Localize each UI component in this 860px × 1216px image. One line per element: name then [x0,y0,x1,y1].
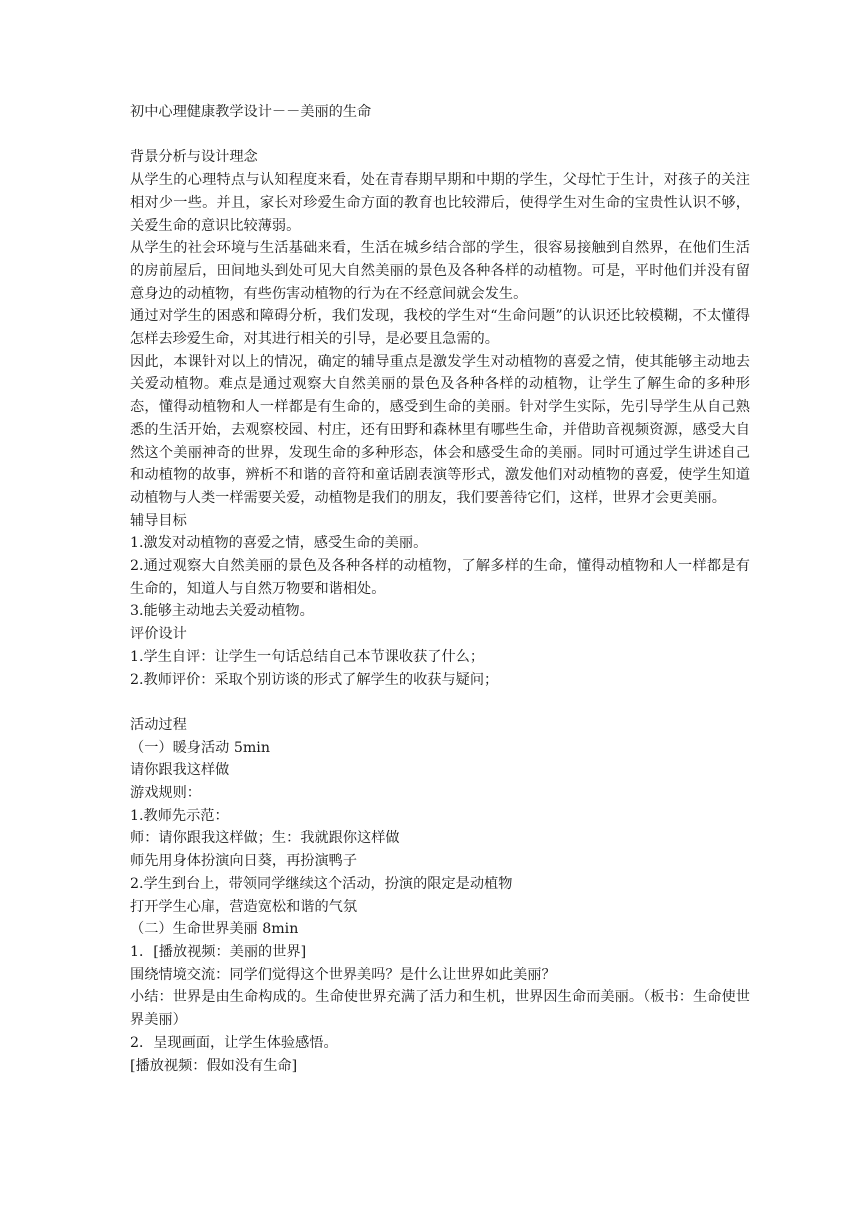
process-line: 2．呈现画面，让学生体验感悟。 [130,1034,338,1051]
process-line: 师：请你跟我这样做；生：我就跟你这样做 [130,830,400,847]
document-page [130,101,750,1077]
document-title: 初中心理健康教学设计－－美丽的生命 [130,104,372,120]
background-paragraph-4: 因此，本课针对以上的情况，确定的辅导重点是激发学生对动植物的喜爱之情，使其能够主动地去关爱动植物。难点是通过观察大自然美丽的景色及各种各样的动植物，让学生了解生命的多种形态，懂得动植物和人一样都是有生命的，感受到生命的美丽。针对学生实际，先引导学生从自己熟悉的生活开始，去观察校园、村庄，还有田野和森林里有哪些生命，并借助音视频资源，感受大自然这个美丽神奇的世界，发现生命的多种形态，体会和感受生命的美丽。同时可通过学生讲述自己和动植物的故事，辨析不和谐的音符和童话剧表演等形式，激发他们对动植物的喜爱，使学生知道动植物与人类一样需要关爱，动植物是我们的朋友，我们要善待它们，这样，世界才会更美丽。 [130,353,750,506]
process-line: （二）生命世界美丽 8min [130,921,299,938]
process-line: 游戏规则： [130,785,201,802]
blank-line [130,124,750,147]
process-line: 小结：世界是由生命构成的。生命使世界充满了活力和生机，世界因生命而美丽。（板书：生命使世界美丽） [130,989,750,1029]
goal-item-2: 2.通过观察大自然美丽的景色及各种各样的动植物，了解多样的生命，懂得动植物和人一样都是有生命的，知道人与自然万物要和谐相处。 [130,558,750,597]
process-line: 2.学生到台上，带领同学继续这个活动，扮演的限定是动植物 [130,875,513,892]
process-line: （一）暖身活动 5min [130,739,270,756]
evaluation-heading: 评价设计 [130,626,187,643]
goal-item-3: 3.能够主动地去关爱动植物。 [130,603,314,620]
process-line: [播放视频：假如没有生命] [130,1057,298,1074]
process-line: 打开学生心扉，营造宽松和谐的气氛 [130,898,358,915]
process-line: 围绕情境交流：同学们觉得这个世界美吗？是什么让世界如此美丽？ [130,966,556,983]
blank-line [130,691,750,714]
evaluation-item-1: 1.学生自评：让学生一句话总结自己本节课收获了什么； [130,648,485,665]
background-heading: 背景分析与设计理念 [130,149,258,166]
goal-item-1: 1.激发对动植物的喜爱之情，感受生命的美丽。 [130,535,428,552]
process-heading: 活动过程 [130,716,187,733]
process-line: 请你跟我这样做 [130,762,230,779]
process-line: 1．[播放视频：美丽的世界] [130,943,307,960]
goals-heading: 辅导目标 [130,512,187,529]
evaluation-item-2: 2.教师评价：采取个别访谈的形式了解学生的收获与疑问； [130,671,499,688]
background-paragraph-1: 从学生的心理特点与认知程度来看，处在青春期早期和中期的学生，父母忙于生计，对孩子的关注相对少一些。并且，家长对珍爱生命方面的教育也比较滞后，使得学生对生命的宝贵性认识不够，关爱生命的意识比较薄弱。 [130,172,750,234]
process-line: 1.教师先示范： [130,807,229,824]
background-paragraph-2: 从学生的社会环境与生活基础来看，生活在城乡结合部的学生，很容易接触到自然界，在他们生活的房前屋后，田间地头到处可见大自然美丽的景色及各种各样的动植物。可是，平时他们并没有留意身边的动植物，有些伤害动植物的行为在不经意间就会发生。 [130,240,750,302]
background-paragraph-3: 通过对学生的困惑和障碍分析，我们发现，我校的学生对“生命问题”的认识还比较模糊，不太懂得怎样去珍爱生命，对其进行相关的引导，是必要且急需的。 [130,308,750,348]
process-line: 师先用身体扮演向日葵，再扮演鸭子 [130,853,358,870]
